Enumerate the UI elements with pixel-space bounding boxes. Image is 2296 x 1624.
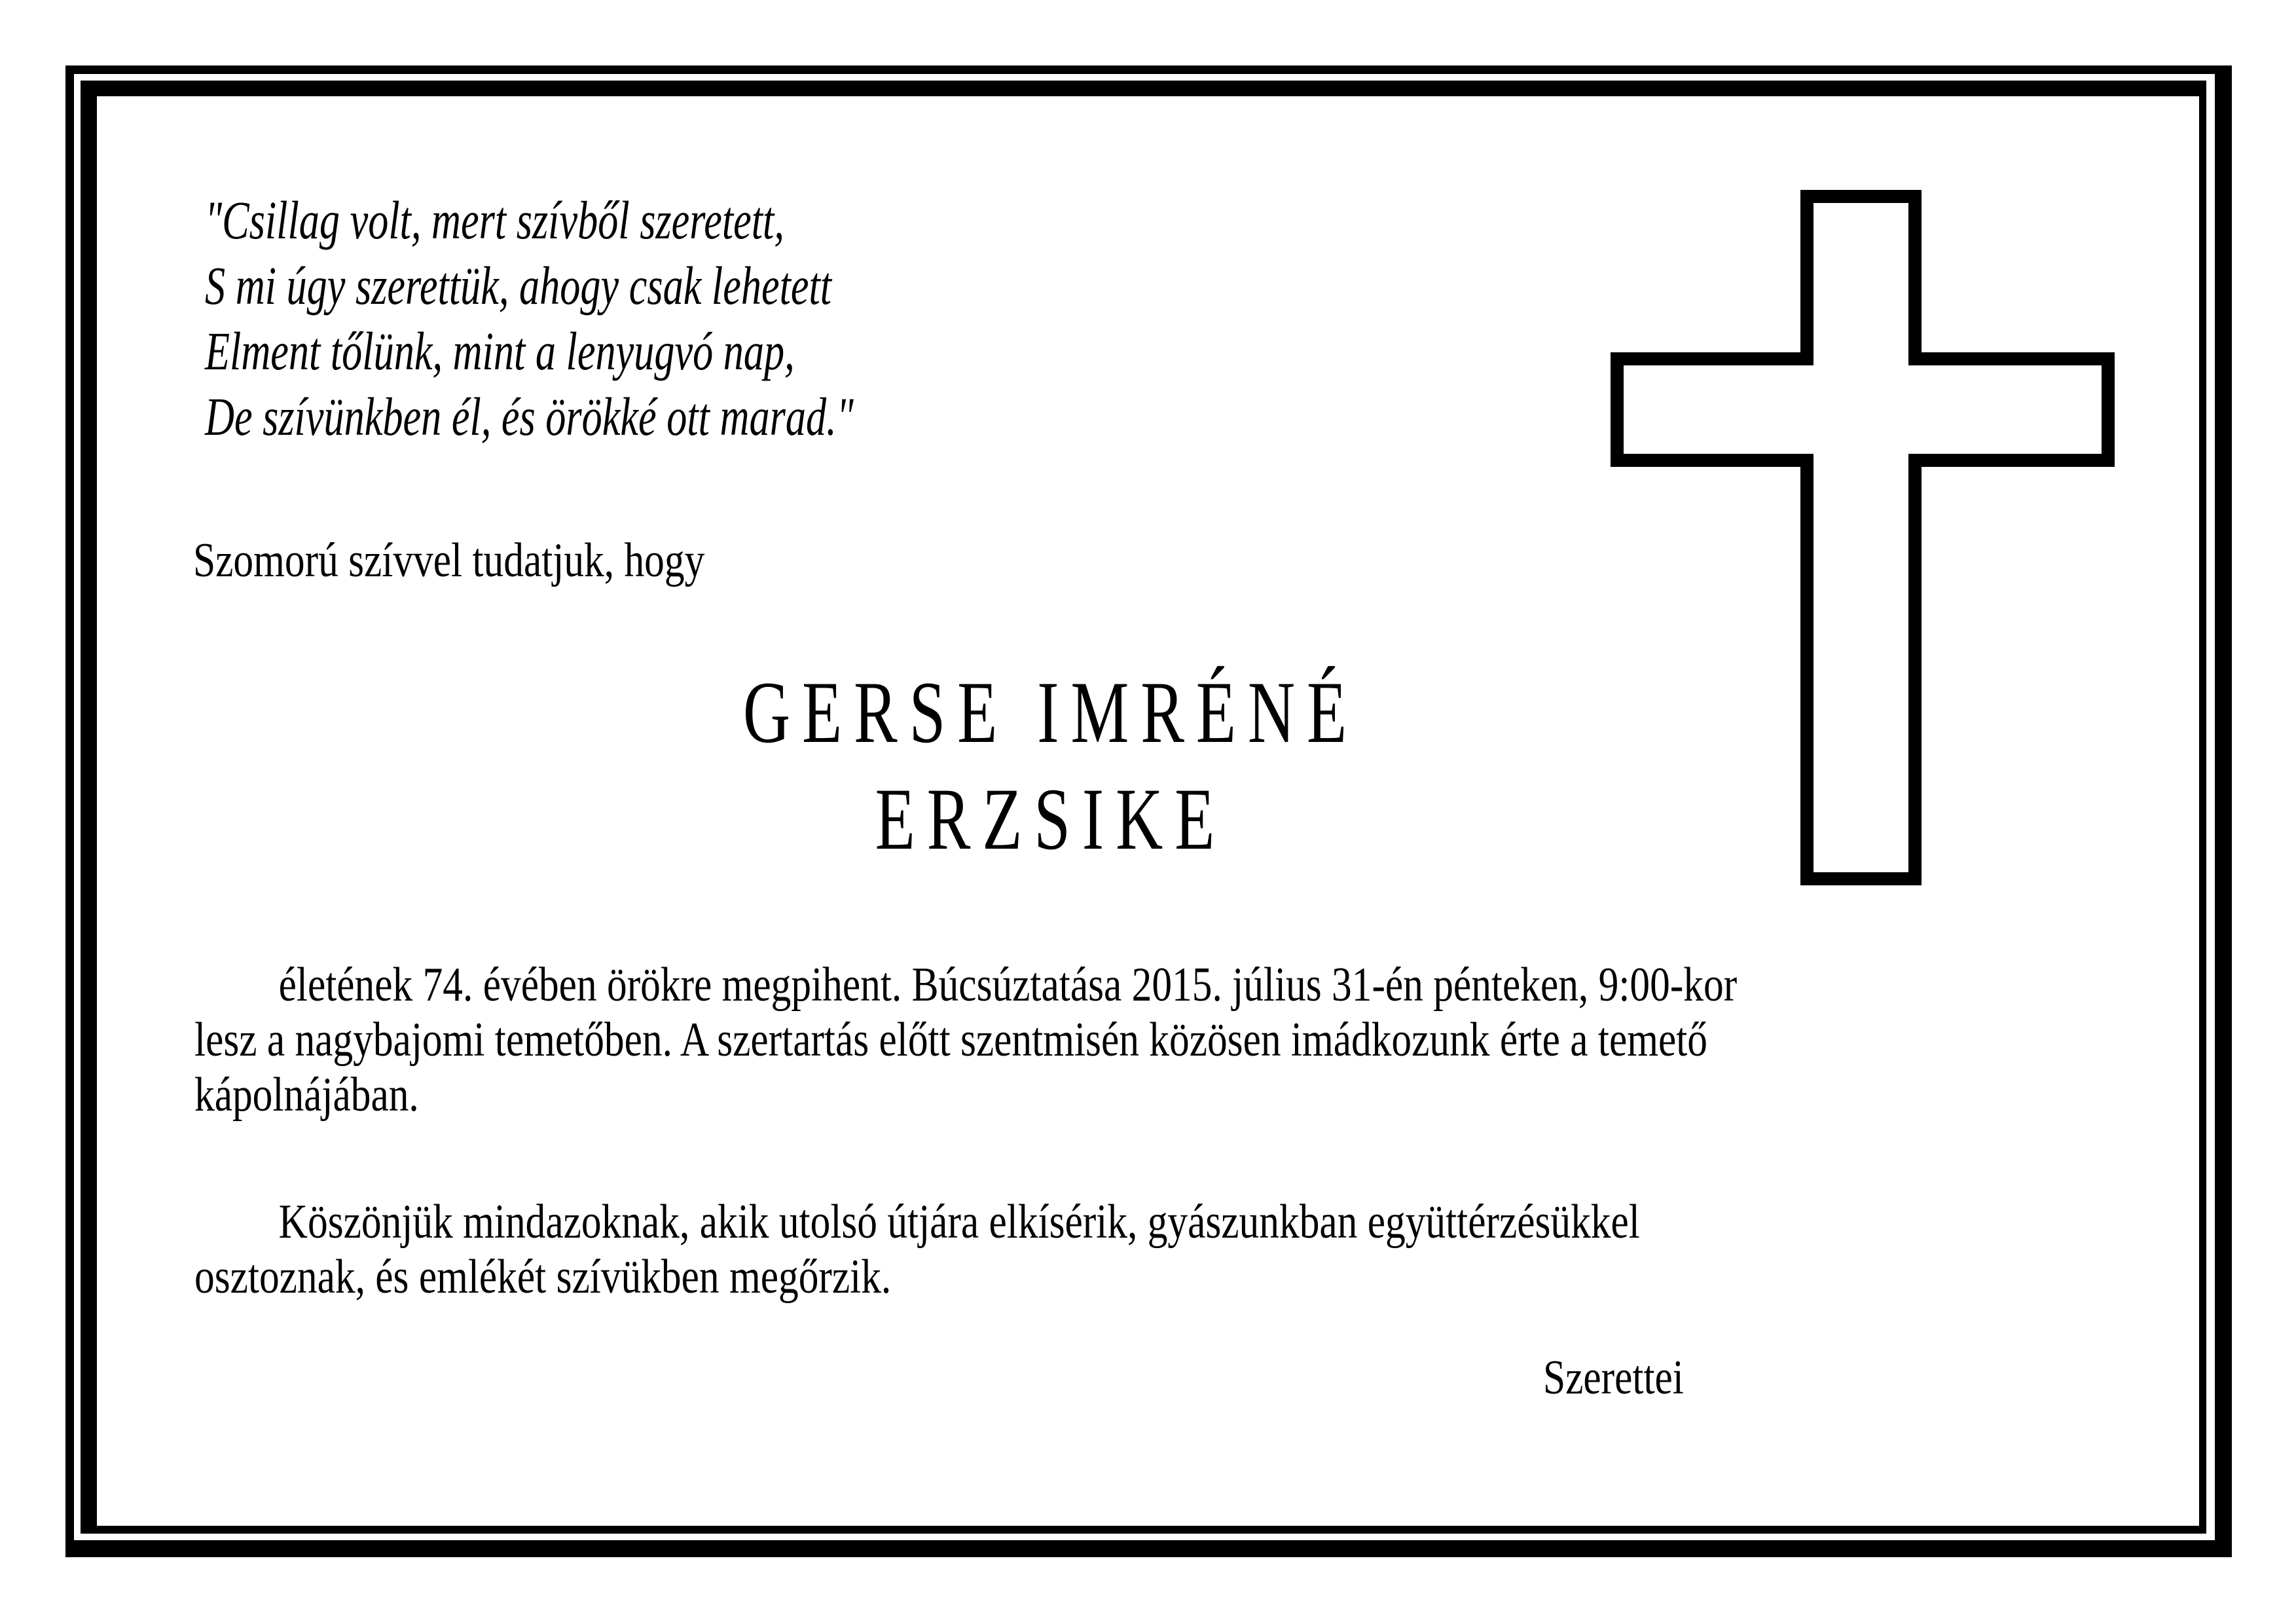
announcement-intro: Szomorú szívvel tudatjuk, hogy	[193, 534, 705, 587]
deceased-name	[417, 659, 1685, 873]
acknowledgement-paragraph	[194, 1194, 1640, 1304]
deceased-name-line1: GERSE IMRÉNÉ	[742, 664, 1359, 762]
details-line-3: kápolnájában.	[194, 1068, 419, 1122]
details-line-2: lesz a nagybajomi temetőben. A szertartás előtt szentmisén közösen imádkozunk érte a temető	[194, 1013, 1708, 1067]
details-line-1: életének 74. évében örökre megpihent. Búcsúztatása 2015. július 31-én pénteken, 9:00-kor	[278, 958, 1738, 1012]
acknowledgement-line-2: osztoznak, és emlékét szívükben megőrzik.	[194, 1250, 892, 1304]
poem-line-2: S mi úgy szerettük, ahogy csak lehetett	[205, 255, 832, 316]
funeral-details-paragraph	[194, 957, 1737, 1122]
memorial-poem	[205, 187, 854, 449]
poem-line-3: Elment tőlünk, mint a lenyugvó nap,	[205, 321, 795, 381]
poem-line-4: De szívünkben él, és örökké ott marad."	[205, 386, 854, 447]
signature: Szerettei	[1543, 1351, 1684, 1405]
acknowledgement-line-1: Köszönjük mindazoknak, akik utolsó útjára elkísérik, gyászunkban együttérzésükkel	[278, 1195, 1640, 1249]
latin-cross-icon	[1611, 190, 2115, 885]
poem-line-1: "Csillag volt, mert szívből szeretett,	[205, 190, 784, 250]
deceased-name-line2: ERZSIKE	[875, 771, 1227, 868]
